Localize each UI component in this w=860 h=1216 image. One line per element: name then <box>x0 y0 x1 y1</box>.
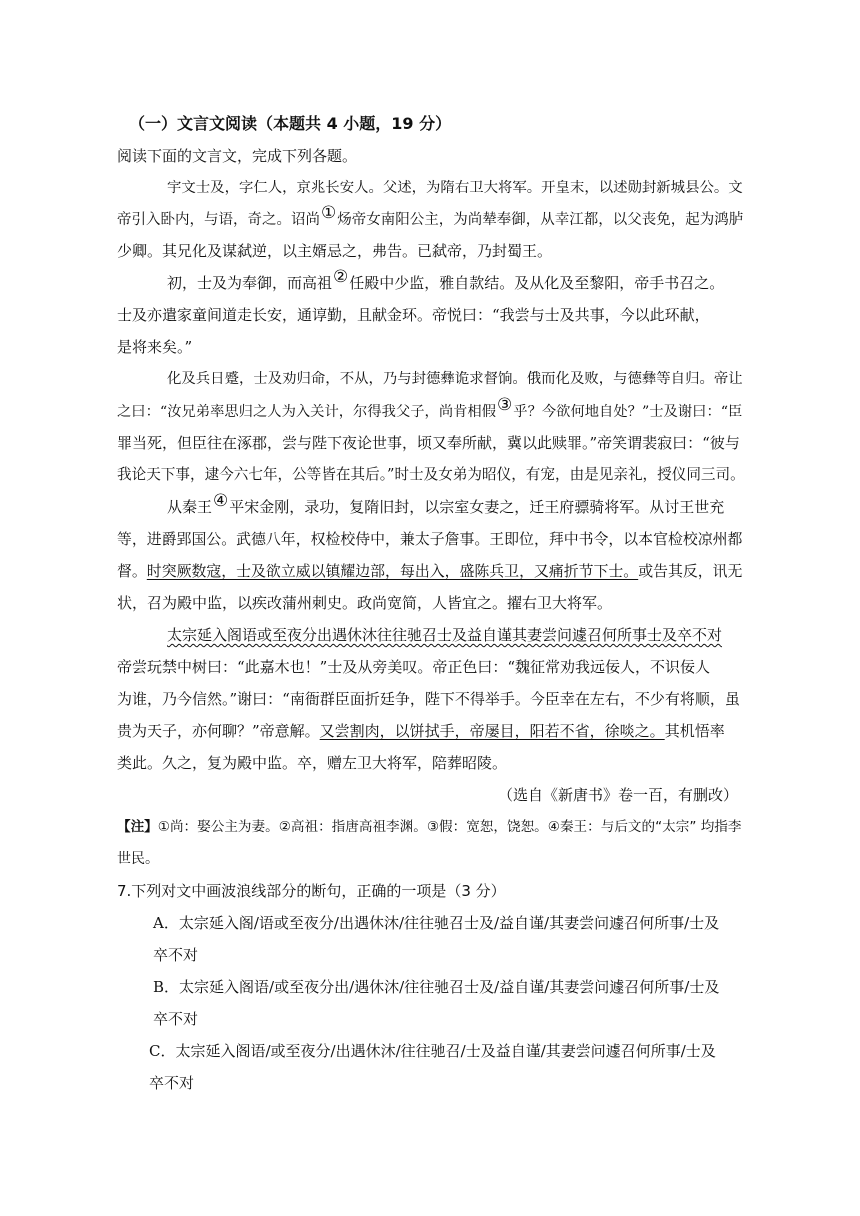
passage-p5-line5: 类此。久之，复为殿中监。卒，赠左卫大将军，陪葬昭陵。 <box>117 754 508 772</box>
passage-p3-line4: 我论天下事，逮今六七年，公等皆在其后。”时士及女弟为昭仪，有宠，由是见亲礼，授仪同三司。 <box>117 466 745 483</box>
passage-p4-line1 <box>167 491 725 517</box>
passage-p2-line3: 是将来矣。” <box>117 338 193 356</box>
passage-p3-line2 <box>117 395 743 422</box>
option-a-line2: 卒不对 <box>153 946 199 964</box>
note-marker-3: ③ <box>497 395 513 415</box>
text-segment: 任殿中少监，雅自款结。及从化及至黎阳，帝手书召之。 <box>349 274 725 292</box>
passage-p4-line2: 等，进爵郢国公。武德八年，权检校侍中，兼太子詹事。王即位，拜中书令，以本官检校凉州都 <box>117 530 743 548</box>
text-segment: 帝引入卧内，与语，奇之。诏尚 <box>117 212 320 228</box>
option-a-line1: A．太宗延入阁/语或至夜分/出遇休沐/往往驰召士及/益自谨/其妻尝问遽召何所事/士及 <box>153 914 720 932</box>
text-segment: 之曰：“汝兄弟率思归之人为入关计，尔得我父子，尚肯相假 <box>117 404 497 420</box>
option-c-line2: 卒不对 <box>149 1074 195 1092</box>
text-segment: 乎？今欲何地自处？”士及谢曰：“臣 <box>513 404 743 420</box>
passage-p1-line1: 宇文士及，字仁人，京兆长安人。父述，为隋右卫大将军。开皇末，以述勋封新城县公。文 <box>167 180 743 196</box>
passage-p3-line1: 化及兵日蹙，士及劝归命，不从，乃与封德彝诡求督饷。俄而化及败，与德彝等自归。帝让 <box>167 371 743 387</box>
section-title: （一）文言文阅读（本题共 4 小题，19 分） <box>129 114 452 133</box>
text-segment: 督。 <box>117 562 147 580</box>
text-segment: 炀帝女南阳公主，为尚辇奉御，从幸江都，以父丧免，起为鸿胪 <box>337 212 744 228</box>
passage-p5-line2: 帝尝玩禁中树曰：“此嘉木也！”士及从旁美叹。帝正色曰：“魏征常劝我远佞人，不识佞人 <box>117 658 711 676</box>
source-citation: （选自《新唐书》卷一百，有删改） <box>497 786 738 804</box>
passage-p1-line2 <box>117 203 744 230</box>
question-stem: 7.下列对文中画波浪线部分的断句，正确的一项是（3 分） <box>117 882 506 900</box>
note-marker-4: ④ <box>213 491 229 511</box>
option-b-line2: 卒不对 <box>153 1010 199 1028</box>
wavy-underlined-sentence: 太宗延入阁语或至夜分出遇休沐往往驰召士及益自谨其妻尝问遽召何所事士及卒不对 <box>167 626 723 644</box>
passage-p2-line1 <box>167 267 725 293</box>
option-c-line1: C．太宗延入阁语/或至夜分/出遇休沐/往往驰召/士及益自谨/其妻尝问遽召何所事/士及 <box>149 1042 716 1060</box>
passage-p4-line4: 状，召为殿中监，以疾改蒲州刺史。政尚宽简，人皆宜之。擢右卫大将军。 <box>117 594 613 612</box>
passage-p3-line3: 罪当死，但臣往在涿郡，尝与陛下夜论世事，顷又奉所献，冀以此赎罪。”帝笑谓裴寂曰：“彼与 <box>117 434 740 452</box>
passage-p2-line2: 士及亦遣家童间道走长安，通谆勤，且献金环。帝悦曰：“我尝与士及共事，今以此环献， <box>117 306 710 324</box>
underlined-sentence-1: 时突厥数寇，士及欲立威以镇耀边部，每出入，盛陈兵卫，又痛折节下士。 <box>146 562 639 580</box>
text-segment: 初，士及为奉御，而高祖 <box>167 274 333 292</box>
instruction-text: 阅读下面的文言文，完成下列各题。 <box>117 147 358 165</box>
notes-line2: 世民。 <box>117 851 159 867</box>
text-segment: 或告其反，讯无 <box>638 562 743 580</box>
note-marker-1: ① <box>321 203 337 223</box>
passage-p4-line3 <box>117 561 742 581</box>
notes-label: 【注】 <box>117 819 158 835</box>
note-marker-2: ② <box>333 267 349 287</box>
text-segment: 贵为天子，亦何聊？”帝意解。 <box>117 722 320 740</box>
underlined-sentence-2: 又尝割肉，以饼拭手，帝屡目，阳若不省，徐啖之。 <box>319 722 665 740</box>
passage-p1-line3: 少卿。其兄化及谋弑逆，以主婿忌之，弗告。已弑帝，乃封蜀王。 <box>117 242 553 260</box>
text-segment: 平宋金刚，录功，复隋旧封，以宗室女妻之，迁王府骠骑将军。从讨王世充 <box>229 498 725 516</box>
notes-text: ①尚：娶公主为妻。②高祖：指唐高祖李渊。③假：宽恕，饶恕。④秦王：与后文的“太宗” 均指李 <box>157 819 742 835</box>
text-segment: 从秦王 <box>167 498 213 516</box>
passage-p5-line3: 为谁，乃今信然。”谢曰：“南衙群臣面折廷争，陛下不得举手。今臣幸在左右，不少有将顺，虽 <box>117 690 740 708</box>
text-segment: 其机悟率 <box>664 722 725 740</box>
option-b-line1: B．太宗延入阁语/或至夜分出/遇休沐/往往驰召士及/益自谨/其妻尝问遽召何所事/士及 <box>153 978 720 996</box>
passage-p5-line4 <box>117 721 725 741</box>
notes-line1 <box>117 817 742 837</box>
